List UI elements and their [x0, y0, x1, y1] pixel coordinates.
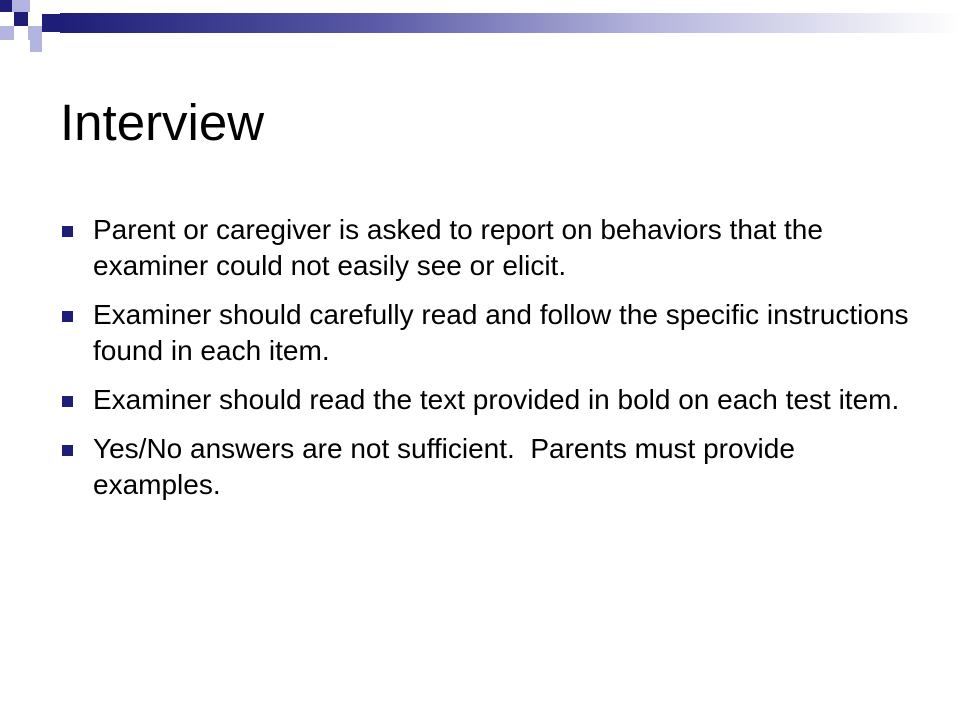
- bullet-text: Yes/No answers are not sufficient. Parents must provide examples.: [93, 433, 803, 500]
- header-gradient-bar: [60, 13, 960, 33]
- bullet-item: [60, 297, 920, 369]
- bullet-item: [60, 212, 920, 284]
- bullet-text: Examiner should read the text provided in bold on each test item.: [93, 384, 900, 415]
- square-bullet-icon: [62, 226, 73, 237]
- slide-title: Interview: [60, 94, 265, 151]
- corner-square-decoration: [0, 0, 12, 12]
- bullet-text: Examiner should carefully read and follow the specific instructions found in each item.: [93, 299, 909, 366]
- bullet-item: [60, 431, 920, 503]
- bullet-item: [60, 382, 920, 418]
- corner-square-decoration: [30, 40, 42, 52]
- corner-square-decoration: [14, 12, 28, 26]
- square-bullet-icon: [62, 445, 73, 456]
- bullet-list: [60, 212, 920, 516]
- bullet-text: Parent or caregiver is asked to report on behaviors that the examiner could not easily see or elicit.: [93, 214, 823, 281]
- square-bullet-icon: [62, 311, 73, 322]
- square-bullet-icon: [62, 396, 73, 407]
- corner-square-decoration: [0, 26, 14, 40]
- corner-square-decoration: [42, 14, 60, 32]
- corner-square-decoration: [12, 0, 30, 12]
- corner-square-decoration: [28, 26, 42, 40]
